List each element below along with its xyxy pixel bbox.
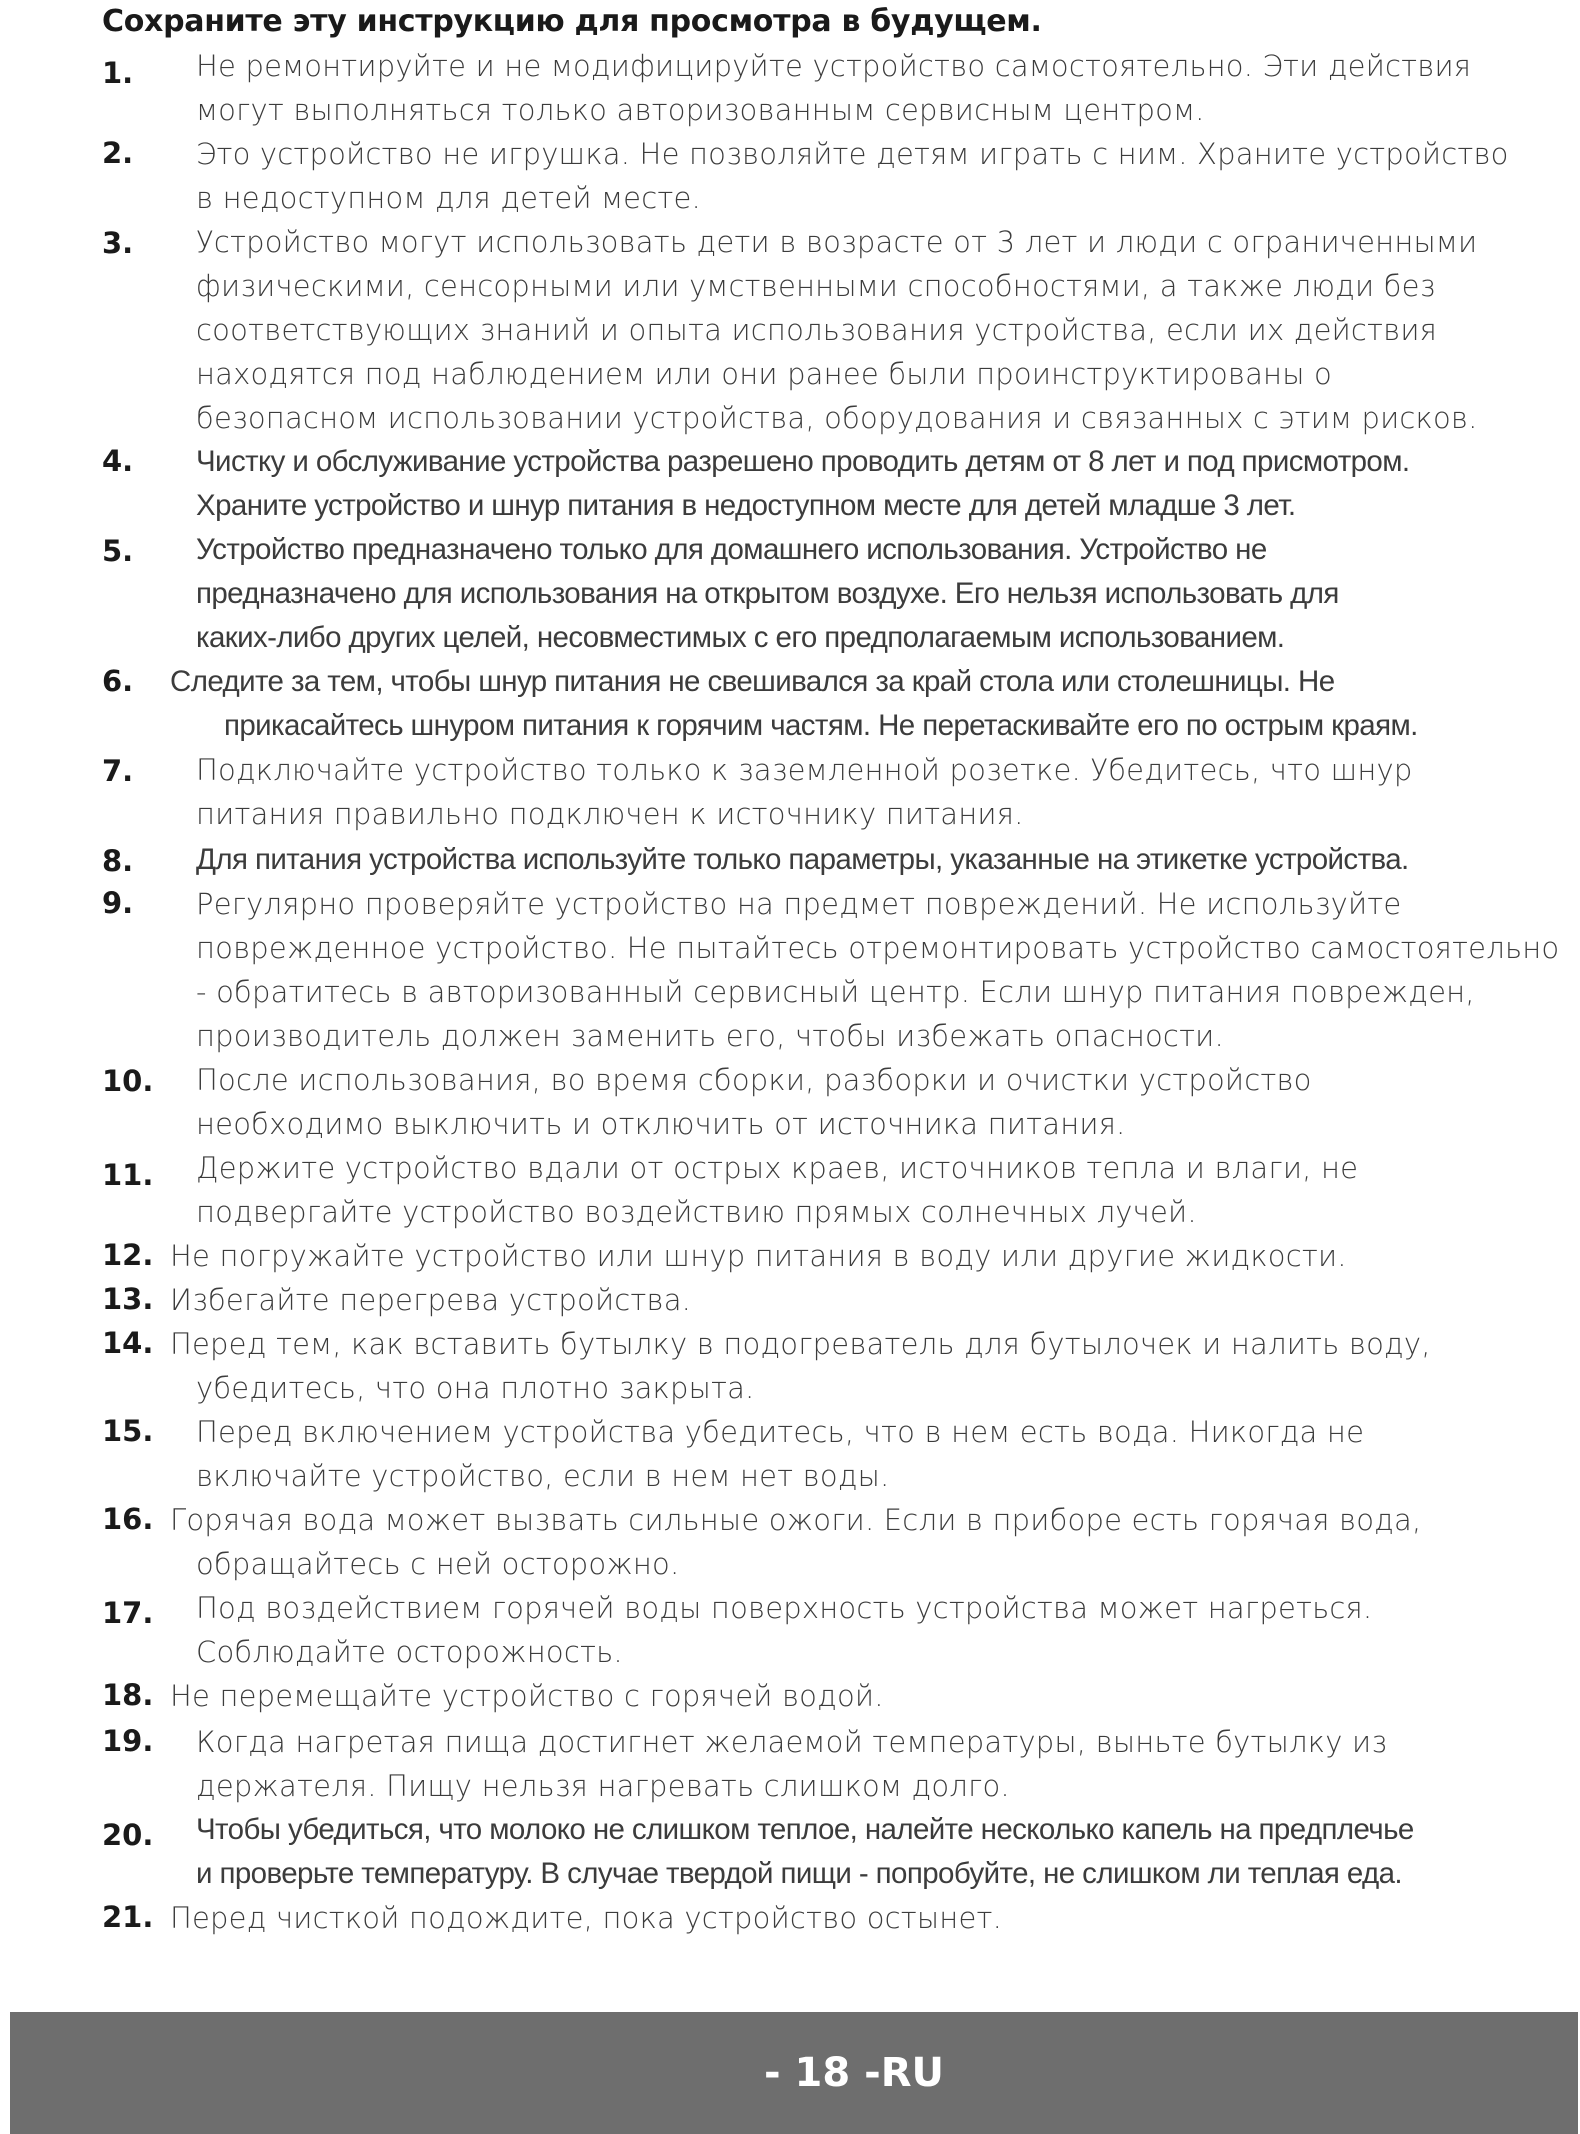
item-text: Перед включением устройства убедитесь, что в нем есть вода. Никогда не включайте устройство, если в нем нет воды.	[196, 1415, 1365, 1493]
item-text: Перед тем, как вставить бутылку в подогреватель для бутылочек и налить воду, убедитесь, что она плотно закрыта.	[170, 1327, 1431, 1405]
item-number: 5.	[102, 534, 134, 568]
item-text: После использования, во время сборки, разборки и очистки устройство необходимо выключить и отключить от источника питания.	[196, 1063, 1312, 1141]
item-number: 21.	[102, 1900, 154, 1934]
footer-bar	[10, 2012, 1578, 2134]
item-number: 3.	[102, 226, 134, 260]
item-number: 13.	[102, 1282, 154, 1316]
item-number: 11.	[102, 1158, 154, 1192]
item-number: 6.	[102, 664, 134, 698]
item-number: 9.	[102, 886, 134, 920]
item-number: 12.	[102, 1238, 154, 1272]
item-number: 7.	[102, 754, 134, 788]
item-number: 14.	[102, 1326, 154, 1360]
item-text: Регулярно проверяйте устройство на предмет повреждений. Не используйте поврежденное устройство. Не пытайтесь отремонтировать устройство самостоятельно - обратитесь в авторизованный сервисный центр. Если шнур питания поврежден, производитель должен заменить его, чтобы избежать опасности.	[196, 887, 1560, 1053]
item-number: 10.	[102, 1064, 154, 1098]
item-text: Устройство могут использовать дети в возрасте от 3 лет и люди с ограниченными физическими, сенсорными или умственными способностями, а также люди без соответствующих знаний и опыта использования устройства, если их действия находятся под наблюдением или они ранее были проинструктированы о безопасном использовании устройства, оборудования и связанных с этим рисков.	[196, 225, 1478, 435]
item-text: Не перемещайте устройство с горячей водой.	[170, 1679, 884, 1713]
item-text: Чистку и обслуживание устройства разрешено проводить детям от 8 лет и под присмотром. Храните устройство и шнур питания в недоступном месте для детей младше 3 лет.	[196, 445, 1410, 522]
page-number: - 18 -RU	[764, 2050, 944, 2096]
item-text: Избегайте перегрева устройства.	[170, 1283, 692, 1317]
page-heading: Сохраните эту инструкцию для просмотра в будущем.	[102, 4, 1042, 39]
item-number: 20.	[102, 1818, 154, 1852]
item-text: Под воздействием горячей воды поверхность устройства может нагреться. Соблюдайте осторожность.	[196, 1591, 1373, 1669]
item-text: Это устройство не игрушка. Не позволяйте детям играть с ним. Храните устройство в недоступном для детей месте.	[196, 137, 1509, 215]
item-text: Не погружайте устройство или шнур питания в воду или другие жидкости.	[170, 1239, 1347, 1273]
item-number: 2.	[102, 136, 134, 170]
item-number: 19.	[102, 1724, 154, 1758]
item-text: Горячая вода может вызвать сильные ожоги. Если в приборе есть горячая вода, обращайтесь с ней осторожно.	[170, 1503, 1422, 1581]
item-text: Чтобы убедиться, что молоко не слишком теплое, налейте несколько капель на предплечье и проверьте температуру. В случае твердой пищи - попробуйте, не слишком ли теплая еда.	[196, 1813, 1414, 1890]
item-text: Держите устройство вдали от острых краев, источников тепла и влаги, не подвергайте устройство воздействию прямых солнечных лучей.	[196, 1151, 1359, 1229]
item-text: Подключайте устройство только к заземленной розетке. Убедитесь, что шнур питания правильно подключен к источнику питания.	[196, 753, 1413, 831]
item-text: Не ремонтируйте и не модифицируйте устройство самостоятельно. Эти действия могут выполняться только авторизованным сервисным центром.	[196, 49, 1472, 127]
item-text: Следите за тем, чтобы шнур питания не свешивался за край стола или столешницы. Не прикасайтесь шнуром питания к горячим частям. Не перетаскивайте его по острым краям.	[170, 665, 1418, 742]
item-number: 16.	[102, 1502, 154, 1536]
item-number: 17.	[102, 1596, 154, 1630]
item-text: Устройство предназначено только для домашнего использования. Устройство не предназначено для использования на открытом воздухе. Его нельзя использовать для каких-либо других целей, несовместимых с его предполагаемым использованием.	[196, 533, 1339, 654]
item-text: Перед чисткой подождите, пока устройство остынет.	[170, 1901, 1003, 1935]
item-number: 4.	[102, 444, 134, 478]
item-number: 15.	[102, 1414, 154, 1448]
item-text: Для питания устройства используйте только параметры, указанные на этикетке устройства.	[196, 843, 1409, 876]
item-text: Когда нагретая пища достигнет желаемой температуры, выньте бутылку из держателя. Пищу нельзя нагревать слишком долго.	[196, 1725, 1388, 1803]
item-number: 18.	[102, 1678, 154, 1712]
item-number: 1.	[102, 56, 134, 90]
item-number: 8.	[102, 844, 134, 878]
